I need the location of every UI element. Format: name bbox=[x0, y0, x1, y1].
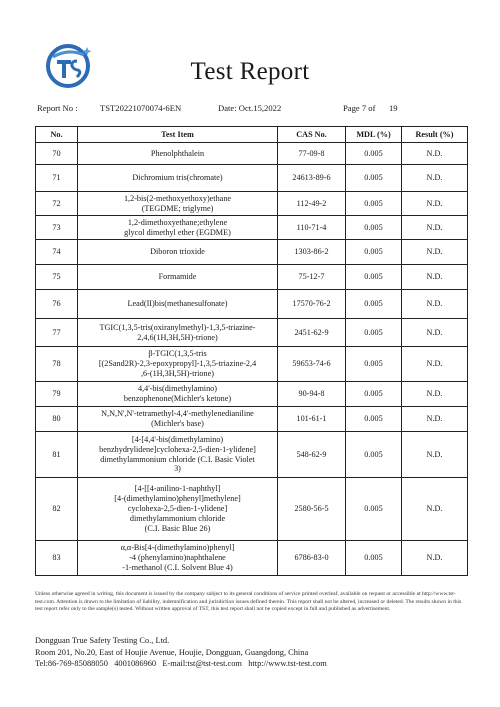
cell-test-item: Formamide bbox=[78, 265, 278, 290]
cell-cas-no: 548-62-9 bbox=[278, 432, 346, 478]
table-row bbox=[36, 165, 468, 192]
cell-mdl: 0.005 bbox=[346, 192, 402, 216]
cell-no: 71 bbox=[36, 165, 78, 192]
col-test-item-header: Test Item bbox=[78, 127, 278, 143]
company-footer bbox=[35, 635, 327, 670]
cell-mdl: 0.005 bbox=[346, 407, 402, 432]
cell-result: N.D. bbox=[402, 290, 468, 319]
cell-test-item: N,N,N',N'-tetramethyl-4,4'-methylenedianiline (Michler's base) bbox=[78, 407, 278, 432]
cell-result: N.D. bbox=[402, 216, 468, 240]
cell-mdl: 0.005 bbox=[346, 240, 402, 265]
report-date: Date: Oct.15,2022 bbox=[218, 103, 282, 113]
cell-result: N.D. bbox=[402, 165, 468, 192]
col-mdl-header: MDL (%) bbox=[346, 127, 402, 143]
test-results-table bbox=[35, 126, 468, 576]
disclaimer-text: Unless otherwise agreed in writing, this document is issued by the company subject to its general conditions of service printed overleaf, available on request or accessible at http://www.tst-test.com. Attention is drawn to the limitation of liability, indemnification and jurisdiction issues defined therein. This report shall not be altered, increased or deleted. The results shown in this test report refer only to the sample(s) tested. Without written approval of TST, this test report shall not be copied except in full and published as advertisement. bbox=[35, 591, 462, 613]
cell-test-item: Lead(II)bis(methanesulfonate) bbox=[78, 290, 278, 319]
report-no-label: Report No : bbox=[37, 103, 78, 113]
page-title: Test Report bbox=[190, 58, 310, 85]
cell-no: 74 bbox=[36, 240, 78, 265]
cell-cas-no: 75-12-7 bbox=[278, 265, 346, 290]
page-total: 19 bbox=[389, 103, 398, 113]
table-row bbox=[36, 143, 468, 165]
cell-cas-no: 77-09-8 bbox=[278, 143, 346, 165]
cell-mdl: 0.005 bbox=[346, 382, 402, 407]
cell-no: 83 bbox=[36, 541, 78, 576]
cell-test-item: 4,4'-bis(dimethylamino) benzophenone(Michler's ketone) bbox=[78, 382, 278, 407]
cell-cas-no: 59653-74-6 bbox=[278, 347, 346, 382]
company-name: Dongguan True Safety Testing Co., Ltd. bbox=[35, 636, 170, 645]
page-label: Page 7 of bbox=[343, 103, 376, 113]
table-row bbox=[36, 382, 468, 407]
col-cas-header: CAS No. bbox=[278, 127, 346, 143]
cell-no: 77 bbox=[36, 319, 78, 347]
table-row bbox=[36, 290, 468, 319]
cell-mdl: 0.005 bbox=[346, 290, 402, 319]
cell-cas-no: 2451-62-9 bbox=[278, 319, 346, 347]
cell-cas-no: 17570-76-2 bbox=[278, 290, 346, 319]
cell-no: 75 bbox=[36, 265, 78, 290]
cell-mdl: 0.005 bbox=[346, 478, 402, 541]
table-row bbox=[36, 347, 468, 382]
cell-result: N.D. bbox=[402, 407, 468, 432]
cell-result: N.D. bbox=[402, 432, 468, 478]
cell-mdl: 0.005 bbox=[346, 432, 402, 478]
cell-mdl: 0.005 bbox=[346, 541, 402, 576]
cell-mdl: 0.005 bbox=[346, 347, 402, 382]
cell-no: 79 bbox=[36, 382, 78, 407]
cell-cas-no: 2580-56-5 bbox=[278, 478, 346, 541]
table-header-row bbox=[36, 127, 468, 143]
table-row bbox=[36, 240, 468, 265]
cell-result: N.D. bbox=[402, 478, 468, 541]
cell-result: N.D. bbox=[402, 347, 468, 382]
cell-test-item: 1,2-dimethoxyethane;ethylene glycol dimethyl ether (EGDME) bbox=[78, 216, 278, 240]
cell-mdl: 0.005 bbox=[346, 165, 402, 192]
report-no: TST20221070074-6EN bbox=[100, 103, 182, 113]
cell-no: 73 bbox=[36, 216, 78, 240]
cell-result: N.D. bbox=[402, 319, 468, 347]
table-row bbox=[36, 192, 468, 216]
cell-result: N.D. bbox=[402, 192, 468, 216]
cell-no: 81 bbox=[36, 432, 78, 478]
cell-no: 78 bbox=[36, 347, 78, 382]
table-row bbox=[36, 407, 468, 432]
cell-test-item: Dichromium tris(chromate) bbox=[78, 165, 278, 192]
cell-mdl: 0.005 bbox=[346, 319, 402, 347]
table-row bbox=[36, 319, 468, 347]
company-address: Room 201, No.20, East of Houjie Avenue, Houjie, Dongguan, Guangdong, China bbox=[35, 647, 309, 657]
cell-test-item: Phenolphthalein bbox=[78, 143, 278, 165]
cell-no: 70 bbox=[36, 143, 78, 165]
table-row bbox=[36, 265, 468, 290]
cell-mdl: 0.005 bbox=[346, 143, 402, 165]
cell-result: N.D. bbox=[402, 240, 468, 265]
col-no-header: No. bbox=[36, 127, 78, 143]
cell-result: N.D. bbox=[402, 541, 468, 576]
cell-cas-no: 24613-89-6 bbox=[278, 165, 346, 192]
table-row bbox=[36, 216, 468, 240]
col-result-header: Result (%) bbox=[402, 127, 468, 143]
cell-cas-no: 1303-86-2 bbox=[278, 240, 346, 265]
cell-test-item: [4-[[4-anilino-1-naphthyl] [4-(dimethylamino)phenyl]methylene] cyclohexa-2,5-dien-1-ylidene] dimethylammonium chloride (C.I. Basic Blue 26) bbox=[78, 478, 278, 541]
cell-no: 80 bbox=[36, 407, 78, 432]
cell-mdl: 0.005 bbox=[346, 216, 402, 240]
cell-mdl: 0.005 bbox=[346, 265, 402, 290]
cell-no: 76 bbox=[36, 290, 78, 319]
cell-test-item: β-TGIC(1,3,5-tris [(2Sand2R)-2,3-epoxypropyl]-1,3,5-triazine-2,4 ,6-(1H,3H,5H)-trione) bbox=[78, 347, 278, 382]
cell-cas-no: 101-61-1 bbox=[278, 407, 346, 432]
cell-no: 82 bbox=[36, 478, 78, 541]
cell-result: N.D. bbox=[402, 382, 468, 407]
cell-result: N.D. bbox=[402, 265, 468, 290]
table-row bbox=[36, 432, 468, 478]
cell-cas-no: 112-49-2 bbox=[278, 192, 346, 216]
cell-no: 72 bbox=[36, 192, 78, 216]
company-contact: Tel:86-769-85088050 4001086960 E-mail:tst@tst-test.com http://www.tst-test.com bbox=[35, 659, 327, 669]
cell-cas-no: 110-71-4 bbox=[278, 216, 346, 240]
cell-result: N.D. bbox=[402, 143, 468, 165]
table-row bbox=[36, 541, 468, 576]
cell-test-item: 1,2-bis(2-methoxyethoxy)ethane (TEGDME; triglyme) bbox=[78, 192, 278, 216]
cell-test-item: Diboron trioxide bbox=[78, 240, 278, 265]
cell-test-item: TGIC(1,3,5-tris(oxiranylmethyl)-1,3,5-triazine- 2,4,6(1H,3H,5H)-trione) bbox=[78, 319, 278, 347]
cell-test-item: [4-[4,4'-bis(dimethylamino) benzhydrylidene]cyclohexa-2,5-dien-1-ylidene] dimethylammonium chloride (C.I. Basic Violet 3) bbox=[78, 432, 278, 478]
table-row bbox=[36, 478, 468, 541]
cell-test-item: α,α-Bis[4-(dimethylamino)phenyl] -4 (phenylamino)naphthalene -1-methanol (C.I. Solvent Blue 4) bbox=[78, 541, 278, 576]
cell-cas-no: 6786-83-0 bbox=[278, 541, 346, 576]
cell-cas-no: 90-94-8 bbox=[278, 382, 346, 407]
